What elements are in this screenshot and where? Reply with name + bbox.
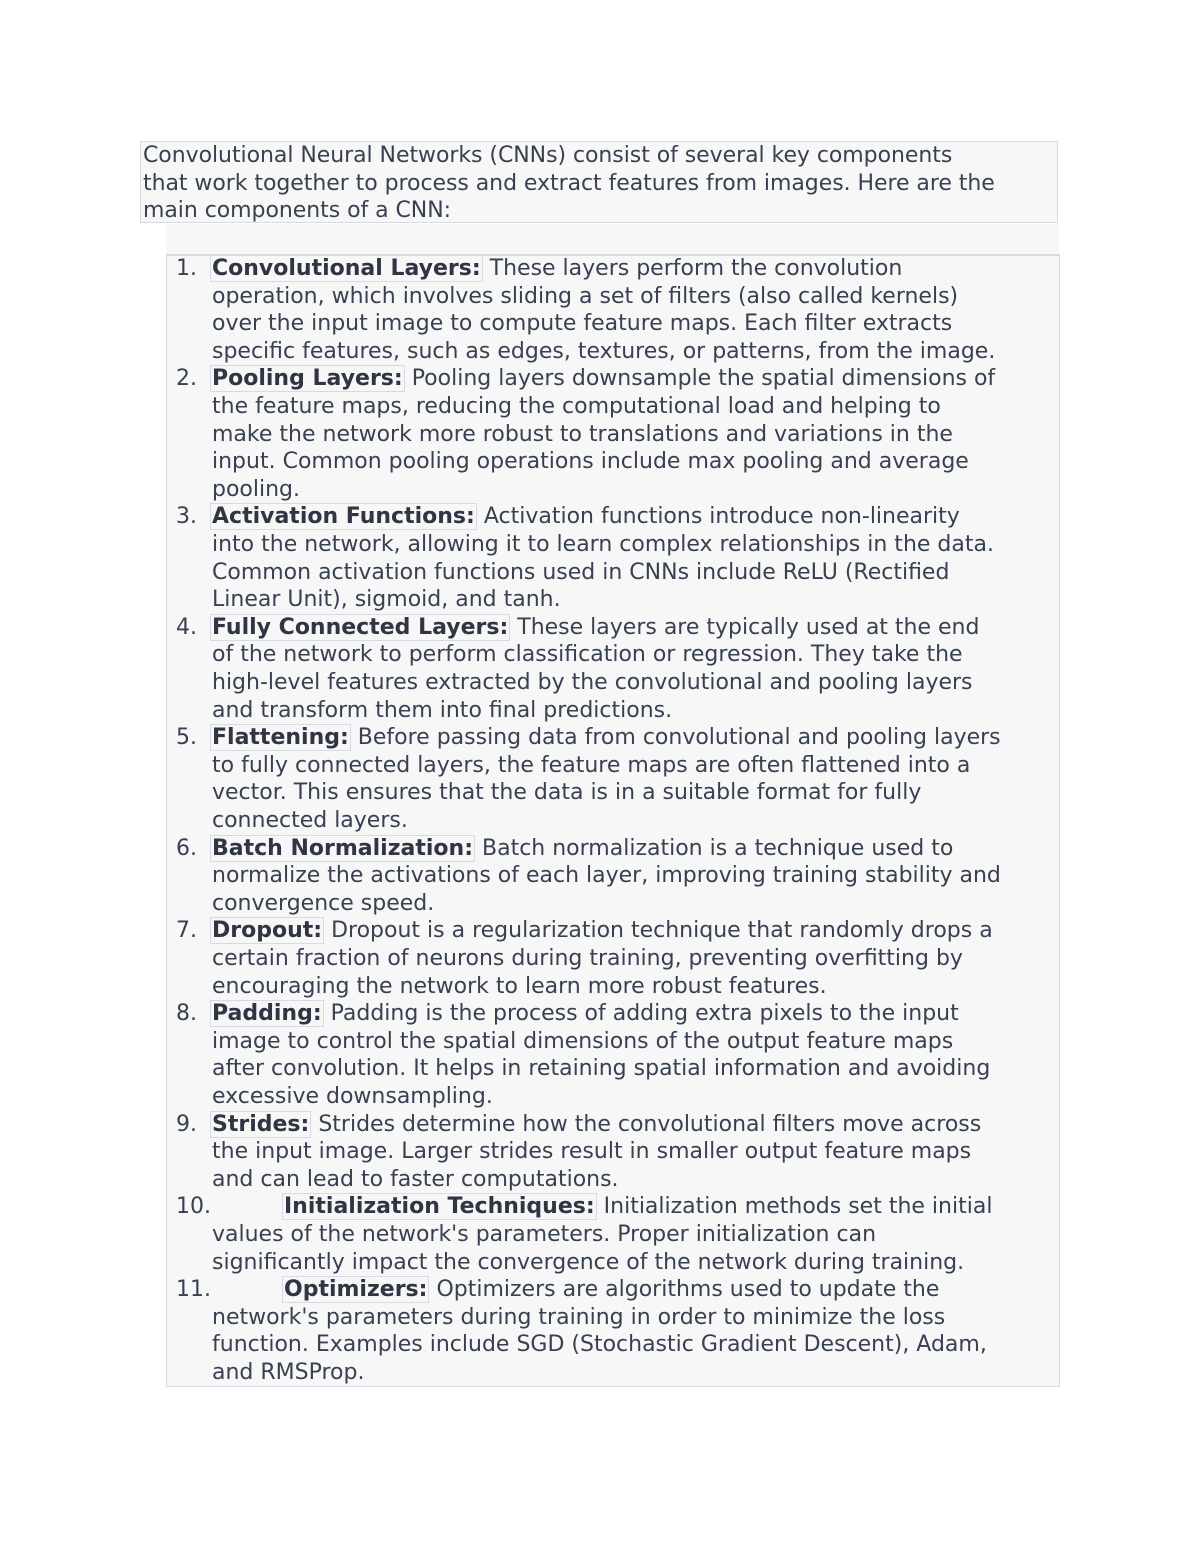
intro-spacer: [166, 224, 1059, 254]
list-item-line: and can lead to faster computations.: [212, 1166, 619, 1192]
list-item-line: of the network to perform classification or regression. They take the: [212, 642, 963, 668]
list-item-line: and transform them into final predictions.: [212, 697, 673, 723]
list-item-term: Flattening:: [212, 725, 349, 751]
list-item-line: network's parameters during training in order to minimize the loss: [212, 1304, 946, 1330]
list-item-line: to fully connected layers, the feature maps are often flattened into a: [212, 752, 971, 778]
list-item-term: Padding:: [212, 1001, 322, 1027]
list-item-term: Pooling Layers:: [212, 366, 403, 392]
list-item-first-line: [212, 503, 960, 531]
list-item-line: input. Common pooling operations include max pooling and average: [212, 449, 969, 475]
list-item-line: certain fraction of neurons during training, preventing overfitting by: [212, 946, 963, 971]
list-item-number: 8.: [176, 1001, 197, 1027]
list-item-number: 7.: [176, 918, 197, 944]
intro-line: Convolutional Neural Networks (CNNs) consist of several key components: [143, 143, 953, 168]
list-item-line: values of the network's parameters. Proper initialization can: [212, 1222, 877, 1247]
list-item-description: Before passing data from convolutional and pooling layers: [350, 725, 1001, 751]
list-item-line: significantly impact the convergence of the network during training.: [212, 1249, 965, 1275]
list-item-line: after convolution. It helps in retaining spatial information and avoiding: [212, 1056, 991, 1082]
list-item-line: over the input image to compute feature maps. Each filter extracts: [212, 311, 953, 337]
list-item-number: 1.: [176, 256, 197, 281]
list-item-line: image to control the spatial dimensions of the output feature maps: [212, 1028, 954, 1054]
list-item-number: 10.: [176, 1194, 211, 1220]
list-item-line: function. Examples include SGD (Stochastic Gradient Descent), Adam,: [212, 1332, 987, 1358]
list-item-first-line: [212, 255, 902, 283]
list-item-term: Optimizers:: [284, 1277, 428, 1303]
list-item-number: 9.: [176, 1111, 197, 1137]
intro-paragraph: [140, 141, 1058, 223]
list-item-line: normalize the activations of each layer, improving training stability and: [212, 863, 1001, 889]
list-item-line: and RMSProp.: [212, 1360, 365, 1385]
list-item-line: connected layers.: [212, 808, 408, 833]
list-item-first-line: [212, 724, 1001, 752]
list-item-term: Initialization Techniques:: [284, 1194, 595, 1220]
list-item-description: Dropout is a regularization technique that randomly drops a: [324, 918, 993, 944]
list-item-number: 4.: [176, 614, 197, 640]
list-item-line: excessive downsampling.: [212, 1084, 493, 1109]
list-item-number: 6.: [176, 835, 197, 861]
intro-line: that work together to process and extract features from images. Here are the: [143, 170, 995, 196]
list-item-description: Activation functions introduce non-linearity: [476, 504, 960, 530]
list-item-line: specific features, such as edges, textures, or patterns, from the image.: [212, 338, 996, 364]
list-item-line: make the network more robust to translations and variations in the: [212, 421, 953, 447]
list-item-number: 2.: [176, 366, 197, 392]
list-item-term: Dropout:: [212, 918, 323, 944]
list-item-first-line: [212, 365, 995, 393]
list-item-first-line: [284, 1193, 992, 1221]
list-item-number: 3.: [176, 504, 197, 530]
list-item-term: Strides:: [212, 1111, 310, 1137]
list-item-number: 5.: [176, 725, 197, 751]
list-item-first-line: [212, 917, 993, 945]
list-item-first-line: [284, 1276, 939, 1304]
list-item-line: Linear Unit), sigmoid, and tanh.: [212, 587, 561, 613]
list-item-description: These layers are typically used at the end: [510, 614, 980, 640]
list-item-description: Pooling layers downsample the spatial dimensions of: [404, 366, 996, 392]
list-item-line: operation, which involves sliding a set of filters (also called kernels): [212, 283, 959, 309]
list-item-line: into the network, allowing it to learn complex relationships in the data.: [212, 532, 994, 557]
list-item-description: Batch normalization is a technique used to: [475, 835, 954, 861]
list-item-first-line: [212, 614, 979, 642]
list-item-first-line: [212, 1111, 981, 1139]
list-item-description: Strides determine how the convolutional filters move across: [311, 1111, 982, 1137]
list-item-line: vector. This ensures that the data is in a suitable format for fully: [212, 780, 922, 806]
list-item-description: Initialization methods set the initial: [596, 1194, 993, 1220]
list-item-term: Batch Normalization:: [212, 835, 474, 861]
list-item-line: the feature maps, reducing the computational load and helping to: [212, 394, 941, 419]
list-item-first-line: [212, 1000, 959, 1028]
list-item-line: high-level features extracted by the convolutional and pooling layers: [212, 670, 973, 695]
list-item-term: Activation Functions:: [212, 504, 475, 530]
list-item-line: encouraging the network to learn more robust features.: [212, 973, 827, 999]
list-item-term: Convolutional Layers:: [212, 256, 481, 281]
list-item-line: Common activation functions used in CNNs include ReLU (Rectified: [212, 559, 950, 585]
list-item-description: Optimizers are algorithms used to update the: [429, 1277, 940, 1303]
list-item-line: pooling.: [212, 476, 301, 502]
list-item-description: These layers perform the convolution: [482, 256, 903, 281]
list-item-first-line: [212, 835, 953, 863]
list-item-number: 11.: [176, 1277, 211, 1303]
list-item-line: convergence speed.: [212, 890, 435, 916]
list-item-description: Padding is the process of adding extra pixels to the input: [323, 1001, 959, 1027]
list-item-line: the input image. Larger strides result in smaller output feature maps: [212, 1139, 972, 1165]
list-item-term: Fully Connected Layers:: [212, 614, 509, 640]
intro-line: main components of a CNN:: [143, 198, 451, 223]
